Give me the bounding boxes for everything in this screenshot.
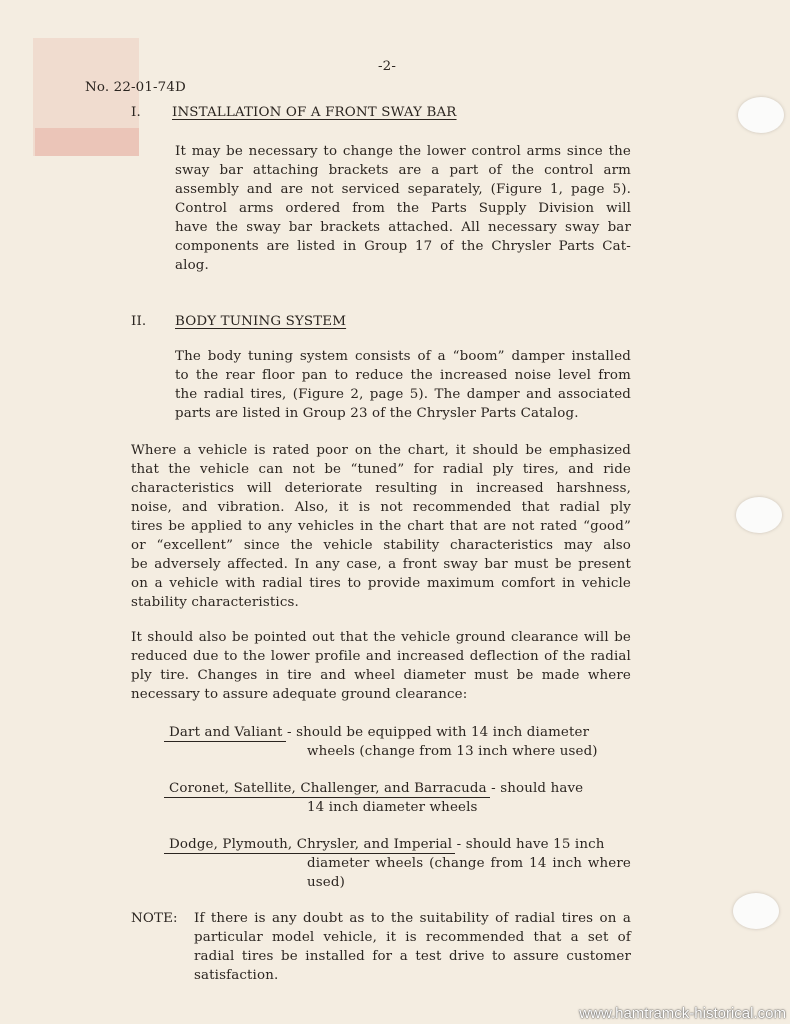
- section-1-heading: INSTALLATION OF A FRONT SWAY BAR: [172, 105, 457, 120]
- note-line: If there is any doubt as to the suitability of radial tires on a: [194, 911, 631, 926]
- section-1-line: Control arms ordered from the Parts Supply Division will: [175, 201, 631, 216]
- section-1-roman: I.: [131, 105, 141, 120]
- section-2-roman: II.: [131, 314, 147, 329]
- note-line: satisfaction.: [194, 968, 279, 983]
- section-1-line: It may be necessary to change the lower control arms since the: [175, 144, 631, 159]
- paragraph-2-line: reduced due to the lower profile and increased deflection of the radial: [131, 649, 631, 664]
- section-1-line: sway bar attaching brackets are a part of the control arm: [175, 163, 631, 178]
- list-item-text: - should have: [486, 781, 584, 796]
- list-item-label: Dart and Valiant: [169, 725, 283, 740]
- paragraph-1-line: stability characteristics.: [131, 595, 299, 610]
- list-item-label: Coronet, Satellite, Challenger, and Barracuda: [169, 781, 487, 796]
- list-item-continuation: wheels (change from 13 inch where used): [307, 744, 598, 759]
- punch-hole-middle: [736, 497, 782, 533]
- paragraph-1-line: Where a vehicle is rated poor on the chart, it should be emphasized: [131, 443, 631, 458]
- list-item-continuation: used): [307, 875, 345, 890]
- section-1-line: components are listed in Group 17 of the Chrysler Parts Cat-: [175, 239, 631, 254]
- list-item-text: - should have 15 inch: [452, 837, 605, 852]
- punch-hole-bottom: [733, 893, 779, 929]
- paragraph-2-line: necessary to assure adequate ground clearance:: [131, 687, 468, 702]
- watermark-url: www.hamtramck-historical.com: [579, 1005, 786, 1022]
- note-label: NOTE:: [131, 911, 178, 926]
- bleed-through-badge: [35, 128, 139, 156]
- list-item-continuation: 14 inch diameter wheels: [307, 800, 478, 815]
- paragraph-1-line: characteristics will deteriorate resulting in increased harshness,: [131, 481, 631, 496]
- list-item: [169, 835, 605, 854]
- section-1-line: have the sway bar brackets attached. All necessary sway bar: [175, 220, 631, 235]
- punch-hole-top: [738, 97, 784, 133]
- document-number: No. 22-01-74D: [85, 80, 186, 95]
- list-item-label: Dodge, Plymouth, Chrysler, and Imperial: [169, 837, 453, 852]
- paragraph-1-line: on a vehicle with radial tires to provide maximum comfort in vehicle: [131, 576, 631, 591]
- note-line: radial tires be installed for a test drive to assure customer: [194, 949, 631, 964]
- paragraph-1-line: tires be applied to any vehicles in the chart that are not rated “good”: [131, 519, 631, 534]
- section-2-heading: BODY TUNING SYSTEM: [175, 314, 347, 329]
- paragraph-2-line: ply tire. Changes in tire and wheel diameter must be made where: [131, 668, 631, 683]
- page-number: -2-: [378, 59, 397, 74]
- section-1-line: assembly and are not serviced separately, (Figure 1, page 5).: [175, 182, 631, 197]
- section-2-line: the radial tires, (Figure 2, page 5). The damper and associated: [175, 387, 631, 402]
- list-item: [169, 723, 589, 742]
- label-underline: [164, 741, 286, 742]
- section-1-line: alog.: [175, 258, 209, 273]
- paragraph-2-line: It should also be pointed out that the vehicle ground clearance will be: [131, 630, 631, 645]
- list-item-continuation: diameter wheels (change from 14 inch where: [307, 856, 631, 871]
- paragraph-1-line: that the vehicle can not be “tuned” for radial ply tires, and ride: [131, 462, 631, 477]
- section-2-line: to the rear floor pan to reduce the increased noise level from: [175, 368, 631, 383]
- paragraph-1-line: be adversely affected. In any case, a front sway bar must be present: [131, 557, 631, 572]
- list-item: [169, 779, 583, 798]
- section-2-line: The body tuning system consists of a “boom” damper installed: [175, 349, 631, 364]
- paragraph-1-line: or “excellent” since the vehicle stability characteristics may also: [131, 538, 631, 553]
- note-line: particular model vehicle, it is recommended that a set of: [194, 930, 631, 945]
- list-item-text: - should be equipped with 14 inch diameter: [282, 725, 590, 740]
- paragraph-1-line: noise, and vibration. Also, it is not recommended that radial ply: [131, 500, 631, 515]
- section-2-line: parts are listed in Group 23 of the Chrysler Parts Catalog.: [175, 406, 579, 421]
